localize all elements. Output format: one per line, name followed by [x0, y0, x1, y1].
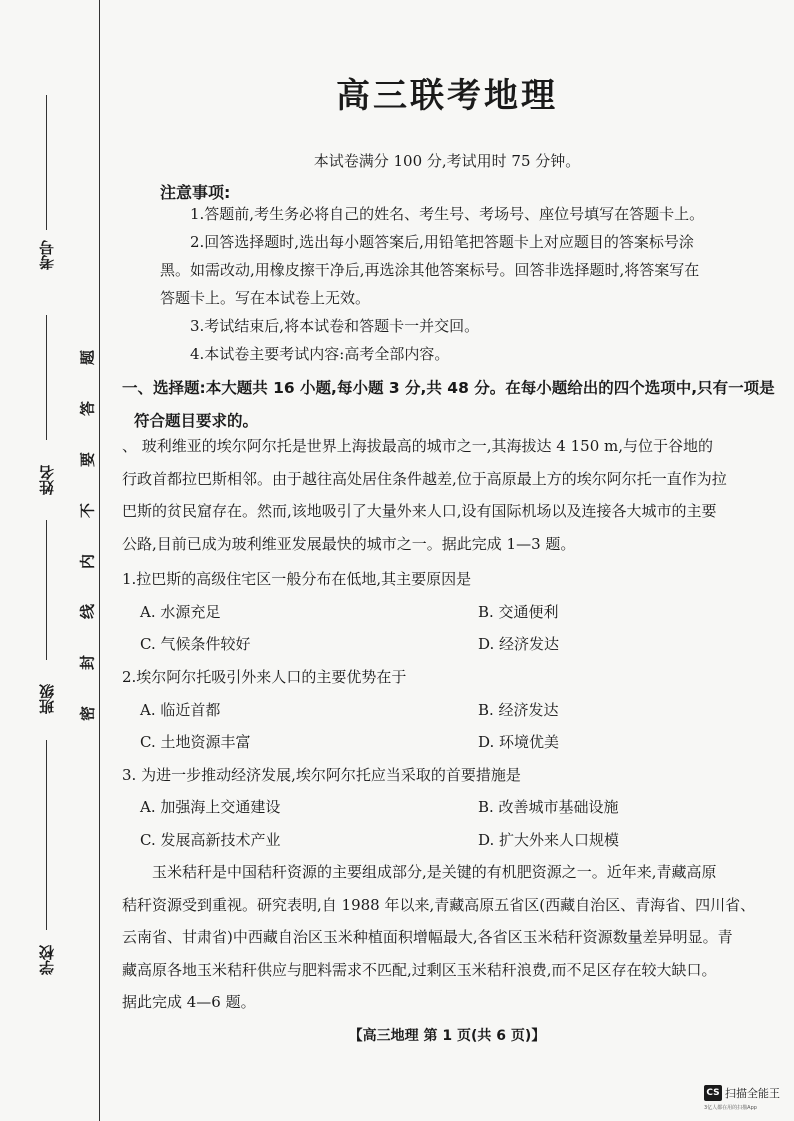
school-fill-line — [46, 740, 47, 930]
answer-option: D. 环境优美 — [478, 733, 560, 751]
answer-option: C. 土地资源丰富 — [140, 733, 251, 751]
exam-title: 高三联考地理 — [336, 76, 558, 116]
answer-option: C. 气候条件较好 — [140, 635, 251, 653]
question-stem: 1.拉巴斯的高级住宅区一般分布在低地,其主要原因是 — [122, 570, 472, 588]
notice-line: 黑。如需改动,用橡皮擦干净后,再选涂其他答案标号。回答非选择题时,将答案写在 — [160, 261, 700, 279]
section-heading — [122, 372, 782, 438]
margin-label-name: 姓名 — [38, 465, 56, 495]
exam-number-fill-line — [46, 95, 47, 230]
notice-line: 3.考试结束后,将本试卷和答题卡一并交回。 — [190, 317, 480, 335]
margin-label-exam-number: 考号 — [38, 240, 56, 270]
answer-option: B. 改善城市基础设施 — [478, 798, 619, 816]
answer-option: D. 扩大外来人口规模 — [478, 831, 620, 849]
passage-line: 秸秆资源受到重视。研究表明,自 1988 年以来,青藏高原五省区(西藏自治区、青海省、四川省、 — [122, 895, 756, 914]
passage-line: 公路,目前已成为玻利维亚发展最快的城市之一。据此完成 1—3 题。 — [122, 534, 576, 553]
seal-char: 不 — [78, 503, 97, 519]
passage-line: 据此完成 4—6 题。 — [122, 993, 256, 1011]
passage-line: 行政首都拉巴斯相邻。由于越往高处居住条件越差,位于高原最上方的埃尔阿尔托一直作为拉 — [122, 469, 727, 488]
camscanner-logo-icon: CS — [704, 1085, 722, 1101]
passage-line: 巴斯的贫民窟存在。然而,该地吸引了大量外来人口,设有国际机场以及连接各大城市的主要 — [122, 502, 717, 520]
name-fill-line — [46, 315, 47, 440]
answer-option: A. 水源充足 — [140, 603, 221, 621]
seal-char: 封 — [78, 655, 97, 671]
answer-option: B. 交通便利 — [478, 603, 559, 621]
question-stem: 2.埃尔阿尔托吸引外来人口的主要优势在于 — [122, 668, 407, 686]
notice-line: 2.回答选择题时,选出每小题答案后,用铅笔把答题卡上对应题目的答案标号涂 — [190, 233, 694, 251]
answer-option: A. 加强海上交通建设 — [140, 798, 281, 816]
passage-line: 、 玻利维亚的埃尔阿尔托是世界上海拔最高的城市之一,其海拔达 4 150 m,与位于谷地的 — [122, 437, 714, 455]
section-heading-line: 符合题目要求的。 — [134, 412, 259, 430]
notice-heading: 注意事项: — [160, 183, 231, 202]
reading-passage-2 — [122, 856, 782, 1019]
seal-char: 要 — [78, 452, 97, 468]
answer-option: C. 发展高新技术产业 — [140, 831, 281, 849]
question-stem: 3. 为进一步推动经济发展,埃尔阿尔托应当采取的首要措施是 — [122, 766, 521, 784]
exam-subtitle: 本试卷满分 100 分,考试用时 75 分钟。 — [313, 152, 581, 170]
passage-line: 藏高原各地玉米秸秆供应与肥料需求不匹配,过剩区玉米秸秆浪费,而不足区存在较大缺口。 — [122, 960, 717, 979]
binding-margin — [0, 0, 99, 1121]
scanner-watermark — [704, 1083, 790, 1115]
seal-char: 线 — [78, 604, 97, 620]
margin-label-school: 学校 — [38, 945, 56, 975]
notice-line: 1.答题前,考生务必将自己的姓名、考生号、考场号、座位号填写在答题卡上。 — [190, 205, 705, 223]
seal-char: 内 — [78, 554, 97, 570]
margin-label-class: 班级 — [38, 684, 56, 714]
seal-char: 题 — [78, 350, 97, 366]
section-heading-line: 一、选择题:本大题共 16 小题,每小题 3 分,共 48 分。在每小题给出的四个选项中,只有一项是 — [122, 379, 775, 397]
notice-line: 答题卡上。写在本试卷上无效。 — [160, 289, 371, 307]
passage-line: 云南省、甘肃省)中西藏自治区玉米种植面积增幅最大,各省区玉米秸秆资源数量差异明显。青 — [122, 928, 733, 946]
watermark-app-name: 扫描全能王 — [725, 1087, 780, 1100]
answer-option: D. 经济发达 — [478, 635, 560, 653]
watermark-tagline: 3亿人都在用的扫描App — [704, 1105, 757, 1111]
seal-char: 答 — [78, 401, 97, 417]
class-fill-line — [46, 520, 47, 660]
passage-line: 玉米秸秆是中国秸秆资源的主要组成部分,是关键的有机肥资源之一。近年来,青藏高原 — [152, 863, 717, 881]
notice-list — [160, 202, 782, 366]
seal-char: 密 — [78, 706, 97, 722]
answer-option: B. 经济发达 — [478, 701, 559, 719]
notice-line: 4.本试卷主要考试内容:高考全部内容。 — [190, 345, 450, 363]
page-footer: 【高三地理 第 1 页(共 6 页)】 — [348, 1028, 546, 1044]
reading-passage-1 — [122, 430, 782, 560]
answer-option: A. 临近首都 — [140, 701, 221, 719]
